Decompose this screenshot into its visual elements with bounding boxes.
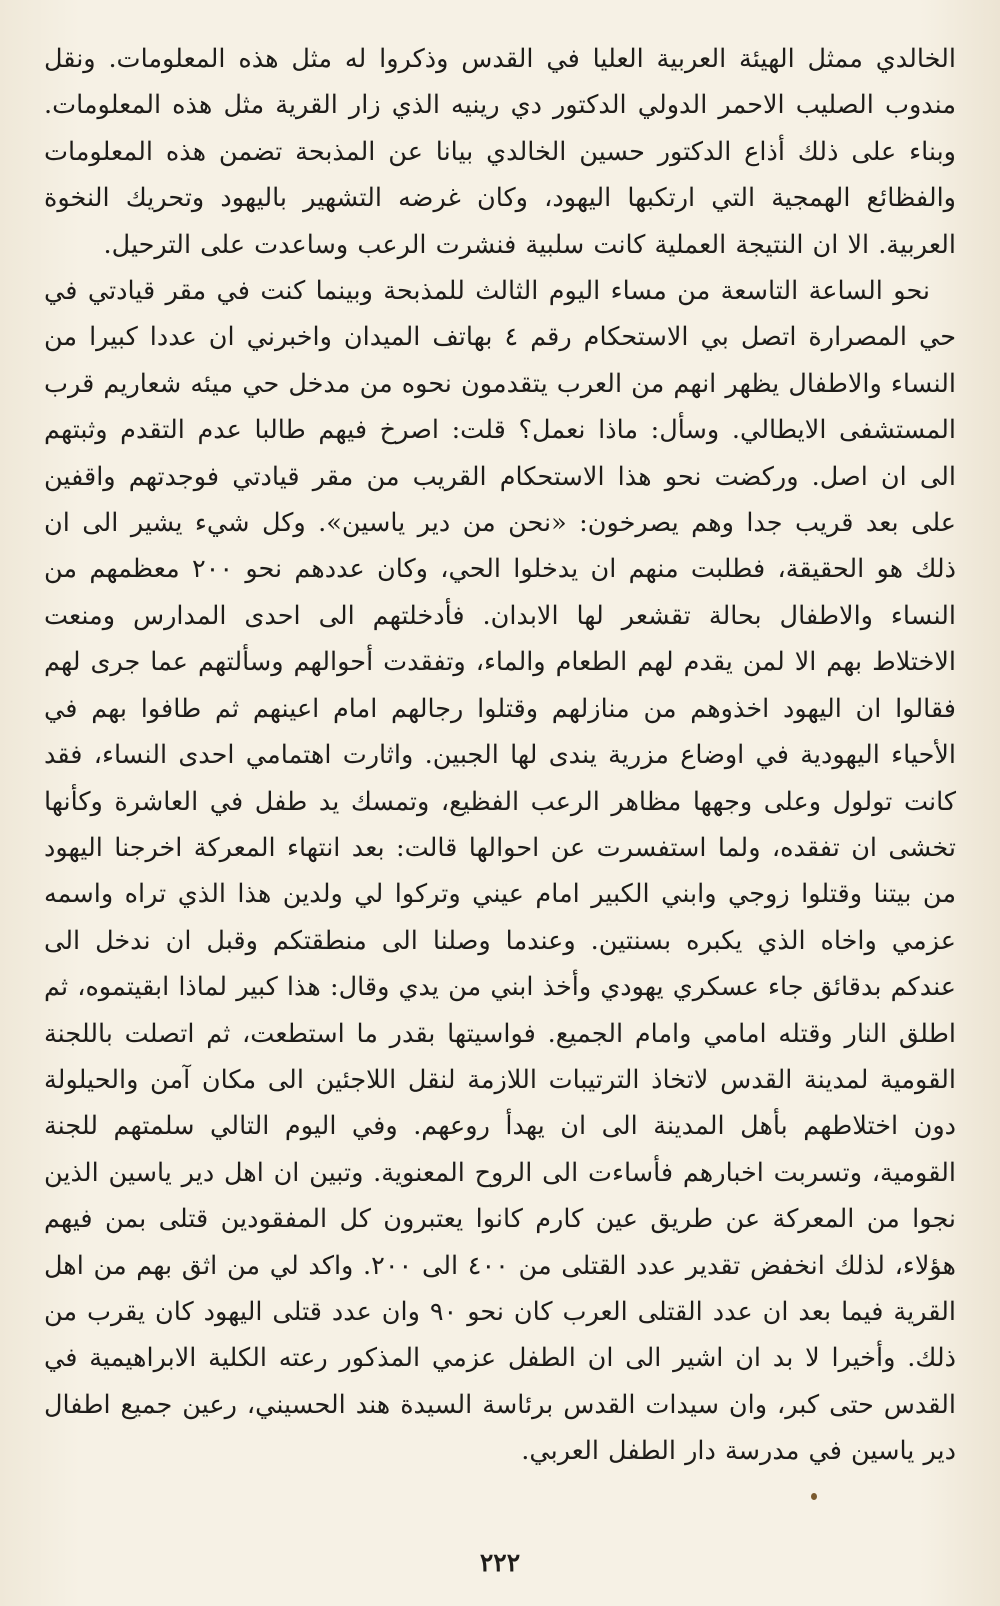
paragraph-1: الخالدي ممثل الهيئة العربية العليا في القدس وذكروا له مثل هذه المعلومات. ونقل مندوب الصليب الاحمر الدولي الدكتور دي رينيه الذي زار القرية مثل هذه المعلومات. وبناء على ذلك أذاع الدكتور حسين الخالدي بيانا عن المذبحة تضمن هذه المعلومات والفظائع الهمجية التي ارتكبها اليهود، وكان غرضه التشهير باليهود وتحريك النخوة العربية. الا ان النتيجة العملية كانت سلبية فنشرت الرعب وساعدت على الترحيل. — [44, 44, 956, 260]
page-number: ٢٢٢ — [479, 1548, 521, 1577]
body-text — [44, 36, 956, 1475]
paragraph-2: نحو الساعة التاسعة من مساء اليوم الثالث للمذبحة وبينما كنت في مقر قيادتي في حي المصرارة اتصل بي الاستحكام رقم ٤ بهاتف الميدان واخبرني ان عددا كبيرا من النساء والاطفال يظهر انهم من العرب يتقدمون نحوه من مدخل حي ميئه شعاريم قرب المستشفى الايطالي. وسأل: ماذا نعمل؟ قلت: اصرخ فيهم طالبا عدم التقدم وثبتهم الى ان اصل. وركضت نحو هذا الاستحكام القريب من مقر قيادتي فوجدتهم واقفين على بعد قريب جدا وهم يصرخون: «نحن من دير ياسين». وكل شيء يشير الى ان ذلك هو الحقيقة، فطلبت منهم ان يدخلوا الحي، وكان عددهم نحو ٢٠٠ معظمهم من النساء والاطفال بحالة تقشعر لها الابدان. فأدخلتهم الى احدى المدارس ومنعت الاختلاط بهم الا لمن يقدم لهم الطعام والماء، وتفقدت أحوالهم وسألتهم عما جرى لهم فقالوا ان اليهود اخذوهم من منازلهم وقتلوا رجالهم امام اعينهم ثم طافوا بهم في الأحياء اليهودية في اوضاع مزرية يندى لها الجبين. واثارت اهتمامي احدى النساء، فقد كانت تولول وعلى وجهها مظاهر الرعب الفظيع، وتمسك يد طفل في العاشرة وكأنها تخشى ان تفقده، ولما استفسرت عن احوالها قالت: بعد انتهاء المعركة اخرجنا اليهود من بيتنا وقتلوا زوجي وابني الكبير امام عيني وتركوا لي ولدين هذا الذي تراه واسمه عزمي واخاه الذي يكبره بسنتين. وعندما وصلنا الى منطقتكم وقبل ان ندخل الى عندكم بدقائق جاء عسكري يهودي وأخذ ابني من يدي وقال: هذا كبير لماذا ابقيتموه، ثم اطلق النار وقتله امامي وامام الجميع. فواسيتها بقدر ما استطعت، ثم اتصلت باللجنة القومية لمدينة القدس لاتخاذ الترتيبات اللازمة لنقل اللاجئين الى مكان آمن والحيلولة دون اختلاطهم بأهل المدينة الى ان يهدأ روعهم. وفي اليوم التالي سلمتهم للجنة القومية، وتسربت اخبارهم فأساءت الى الروح المعنوية. وتبين ان اهل دير ياسين الذين نجوا من المعركة عن طريق عين كارم كانوا يعتبرون كل المفقودين قتلى بمن فيهم هؤلاء، لذلك انخفض تقدير عدد القتلى من ٤٠٠ الى ٢٠٠. واكد لي من اثق بهم من اهل القرية فيما بعد ان عدد القتلى العرب كان نحو ٩٠ وان عدد قتلى اليهود كان يقرب من ذلك. وأخيرا لا بد ان اشير الى ان الطفل عزمي المذكور رعته الكلية الابراهيمية في القدس حتى كبر، وان سيدات القدس برئاسة السيدة هند الحسيني، رعين جميع اطفال دير ياسين في مدرسة دار الطفل العربي. — [44, 276, 957, 1467]
ink-spot — [811, 1493, 817, 1500]
